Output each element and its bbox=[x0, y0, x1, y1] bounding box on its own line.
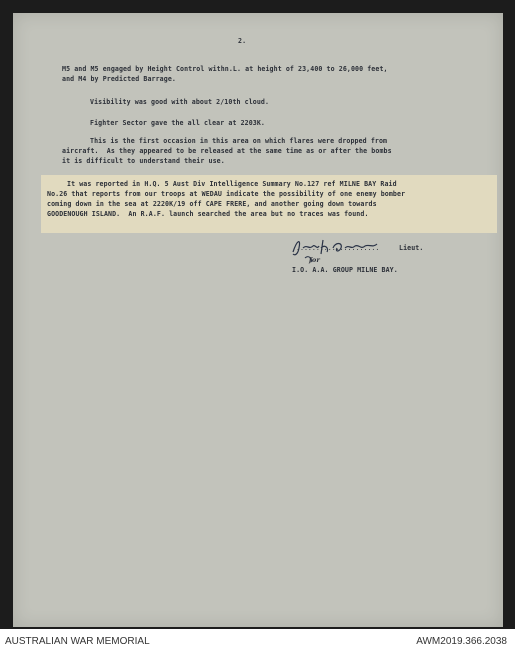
text-line: M5 and M5 engaged by Height Control withn.L. at height of 23,400 to 26,000 feet, bbox=[62, 65, 388, 73]
signature-line: ..................... bbox=[296, 244, 380, 252]
text-line: It was reported in H.Q. 5 Aust Div Intelligence Summary No.127 ref MILNE BAY Raid bbox=[67, 180, 397, 188]
text-line: Fighter Sector gave the all clear at 2203K. bbox=[90, 119, 265, 127]
text-line: aircraft. As they appeared to be released at the same time as or after the bombs bbox=[62, 147, 392, 155]
footer-accession-number: AWM2019.366.2038 bbox=[416, 636, 507, 647]
text-line: coming down in the sea at 2220K/19 off CAPE FRERE, and another going down towards bbox=[47, 200, 377, 208]
footer-institution: AUSTRALIAN WAR MEMORIAL bbox=[5, 636, 150, 647]
footer-bar bbox=[0, 629, 515, 653]
signature-for: for bbox=[309, 256, 321, 264]
text-line: and M4 by Predicted Barrage. bbox=[62, 75, 176, 83]
signatory-unit: I.O. A.A. GROUP MILNE BAY. bbox=[292, 266, 398, 274]
text-line: GOODENOUGH ISLAND. An R.A.F. launch searched the area but no traces was found. bbox=[47, 210, 369, 218]
signatory-rank: Lieut. bbox=[399, 244, 424, 252]
text-line: This is the first occasion in this area on which flares were dropped from bbox=[90, 137, 388, 145]
text-line: No.26 that reports from our troops at WEDAU indicate the possibility of one enemy bomber bbox=[47, 190, 406, 198]
page-number: 2. bbox=[238, 37, 247, 45]
text-line: it is difficult to understand their use. bbox=[62, 157, 225, 165]
text-line: Visibility was good with about 2/10th cloud. bbox=[90, 98, 270, 106]
